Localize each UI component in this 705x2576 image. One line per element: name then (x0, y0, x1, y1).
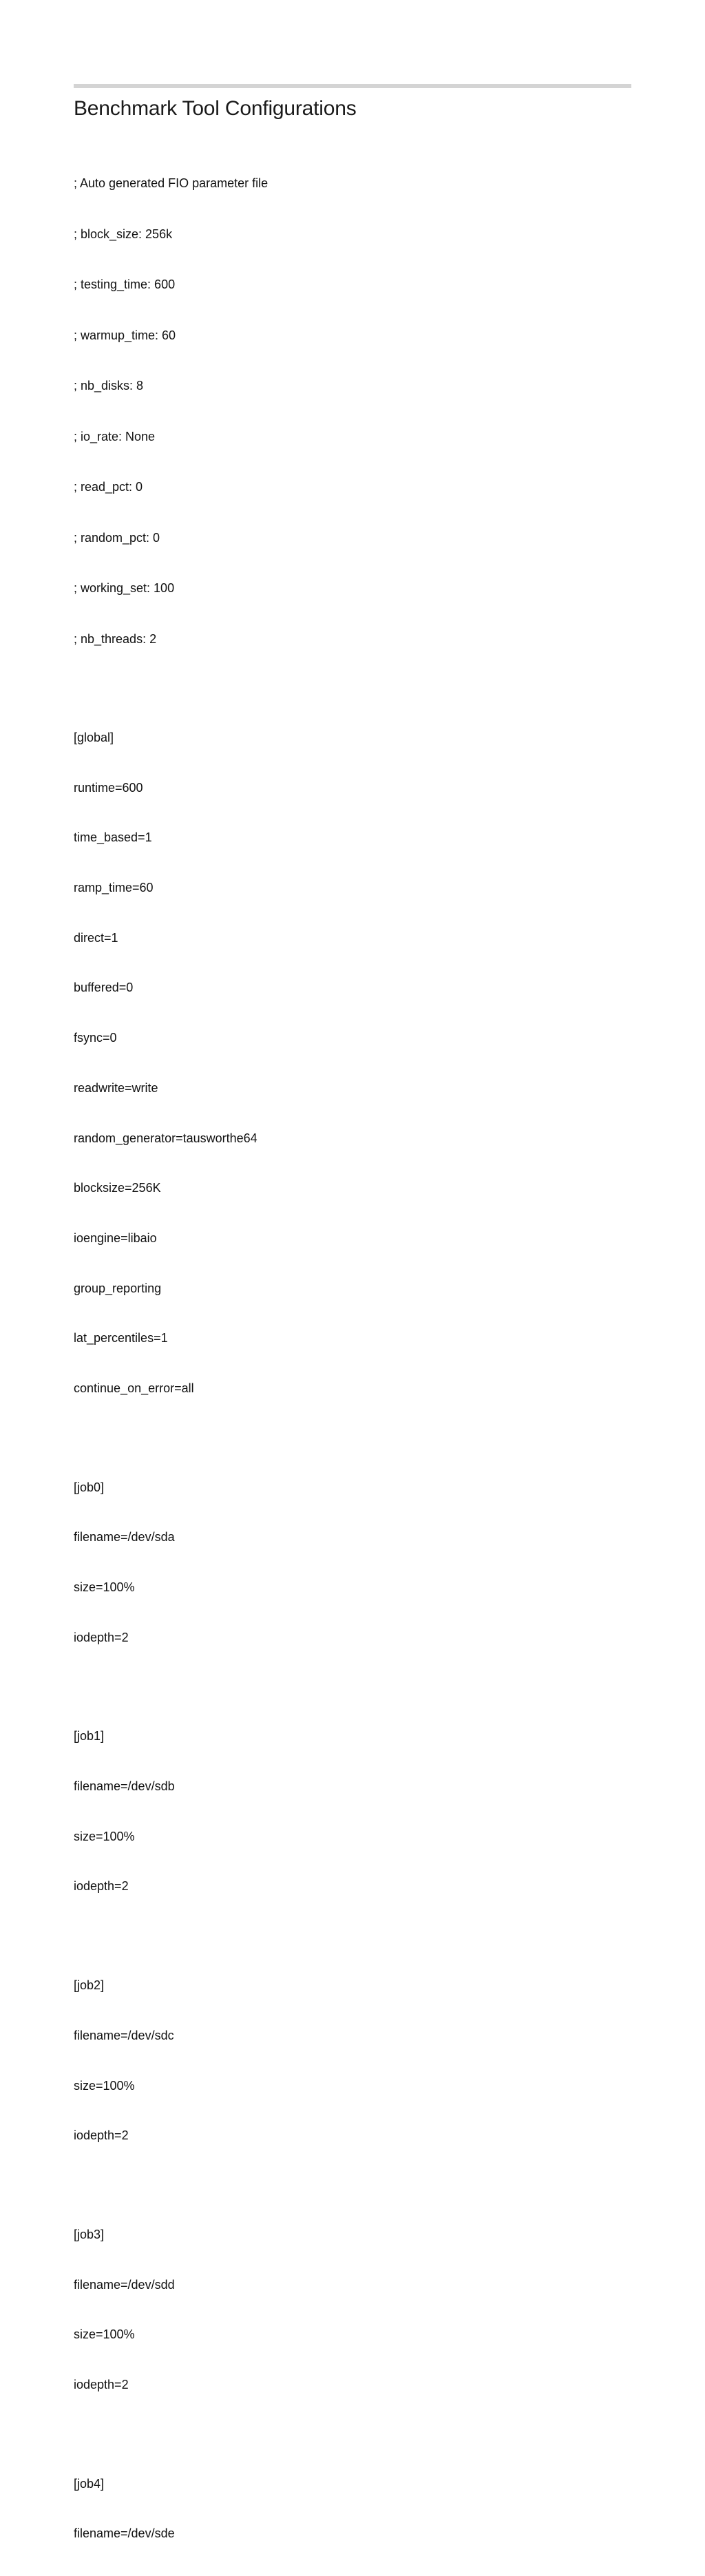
config-line: group_reporting (74, 1281, 162, 1295)
document-page (74, 84, 631, 2576)
config-line: iodepth=2 (74, 1630, 129, 1644)
comment-line: ; testing_time: 600 (74, 278, 176, 291)
config-line: direct=1 (74, 930, 118, 945)
config-line: iodepth=2 (74, 2377, 129, 2391)
config-line: runtime=600 (74, 780, 143, 795)
top-divider (74, 84, 631, 88)
config-line: filename=/dev/sde (74, 2526, 175, 2541)
comment-line: ; io_rate: None (74, 429, 156, 443)
job4-section (74, 2442, 631, 2576)
job0-section (74, 1446, 631, 1680)
config-line: lat_percentiles=1 (74, 1331, 168, 1345)
job3-section (74, 2193, 631, 2427)
comment-line: ; nb_threads: 2 (74, 631, 157, 646)
config-line: random_generator=tausworthe64 (74, 1131, 257, 1145)
config-line: filename=/dev/sdc (74, 2028, 174, 2042)
comment-line: ; read_pct: 0 (74, 480, 143, 494)
config-line: size=100% (74, 1580, 135, 1594)
config-line: filename=/dev/sda (74, 1530, 175, 1544)
job1-section (74, 1695, 631, 1929)
config-line: size=100% (74, 2078, 135, 2093)
config-line: continue_on_error=all (74, 1381, 194, 1395)
config-line: size=100% (74, 1829, 135, 1843)
config-line: fsync=0 (74, 1031, 117, 1045)
section-header: [global] (74, 731, 114, 744)
global-section (74, 696, 631, 1431)
section-header: [job2] (74, 1978, 105, 1993)
comment-line: ; random_pct: 0 (74, 530, 160, 545)
comment-line: ; working_set: 100 (74, 581, 175, 595)
config-line: ramp_time=60 (74, 881, 154, 895)
comment-line: ; nb_disks: 8 (74, 379, 144, 392)
config-line: iodepth=2 (74, 2128, 129, 2143)
job2-section (74, 1944, 631, 2178)
config-line: iodepth=2 (74, 1879, 129, 1894)
config-line: filename=/dev/sdd (74, 2277, 175, 2292)
section-header: [job0] (74, 1480, 105, 1494)
header-comments (74, 141, 631, 681)
config-line: filename=/dev/sdb (74, 1779, 175, 1794)
section-header: [job4] (74, 2476, 105, 2491)
comment-line: ; warmup_time: 60 (74, 328, 176, 342)
section-header: [job1] (74, 1729, 105, 1743)
section-header: [job3] (74, 2227, 105, 2241)
page-title: Benchmark Tool Configurations (74, 97, 357, 120)
config-line: blocksize=256K (74, 1181, 161, 1195)
config-line: ioengine=libaio (74, 1231, 157, 1245)
config-line: readwrite=write (74, 1080, 158, 1095)
config-line: buffered=0 (74, 981, 134, 995)
config-line: time_based=1 (74, 830, 152, 845)
config-line: size=100% (74, 2327, 135, 2342)
comment-line: ; Auto generated FIO parameter file (74, 176, 269, 190)
comment-line: ; block_size: 256k (74, 227, 173, 241)
